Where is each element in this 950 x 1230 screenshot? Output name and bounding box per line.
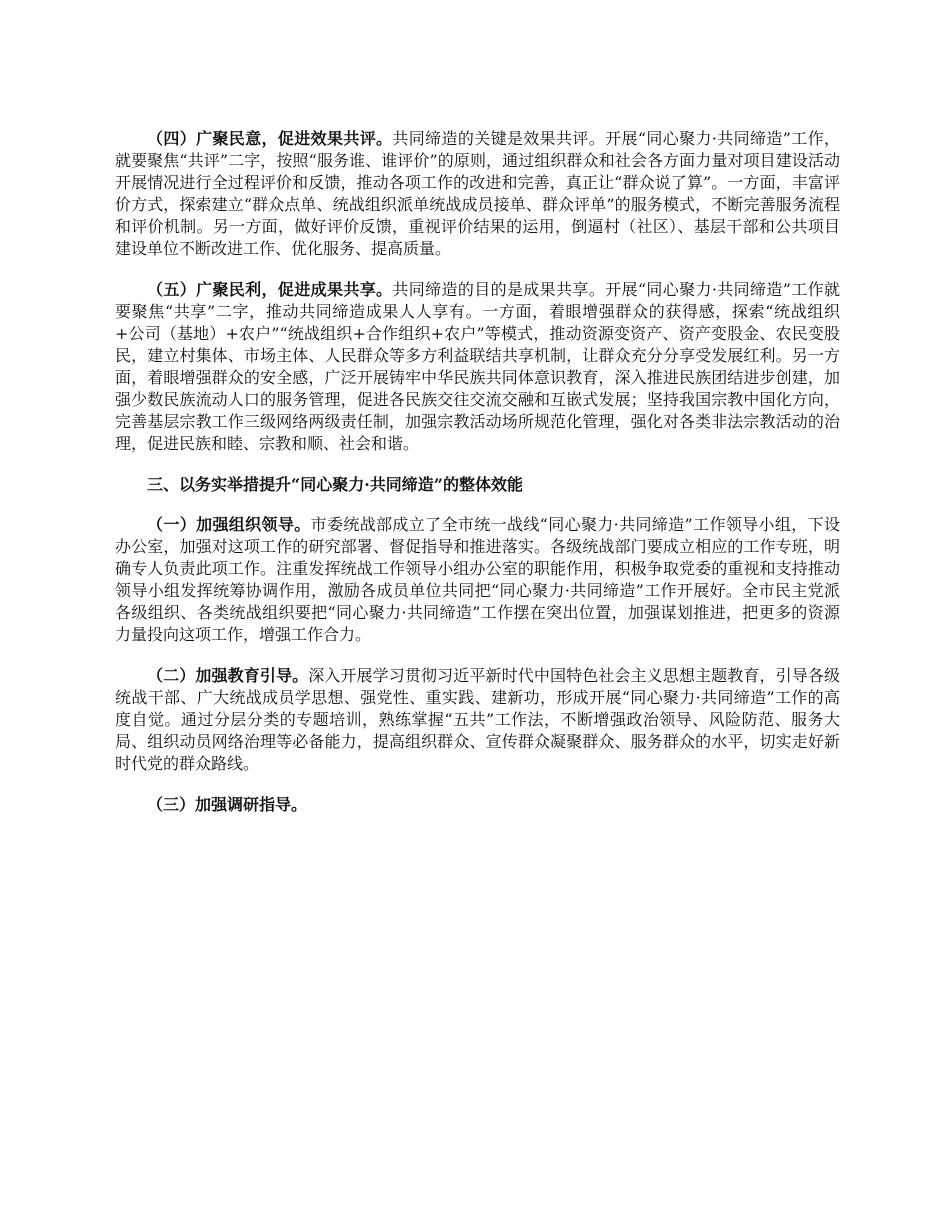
document-page xyxy=(115,128,840,835)
paragraph-body: 市委统战部成立了全市统一战线“同心聚力·共同缔造”工作领导小组，下设办公室，加强对这项工作的研究部署、督促指导和推进落实。各级统战部门要成立相应的工作专班，明确专人负责此项工作。注重发挥统战工作领导小组办公室的职能作用，积极争取党委的重视和支持推动领导小组发挥统筹协调作用，激励各成员单位共同把“同心聚力·共同缔造”工作开展好。全市民主党派各级组织、各类统战组织要把“同心聚力·共同缔造”工作摆在突出位置，加强谋划推进，把更多的资源力量投向这项工作，增强工作合力。 xyxy=(115,515,840,644)
paragraph-two xyxy=(115,665,840,775)
paragraph-one xyxy=(115,514,840,646)
paragraph-lead: （五）广聚民利，促进成果共享。 xyxy=(147,280,393,299)
paragraph-body: 共同缔造的关键是效果共评。开展“同心聚力·共同缔造”工作，就要聚焦“共评”二字，按照“服务谁、谁评价”的原则，通过组织群众和社会各方面力量对项目建设活动开展情况进行全过程评价和反馈，推动各项工作的改进和完善，真正让“群众说了算”。一方面，丰富评价方式，探索建立“群众点单、统战组织派单统战成员接单、群众评单”的服务模式，不断完善服务流程和评价机制。另一方面，做好评价反馈，重视评价结果的运用，倒逼村（社区）、基层干部和公共项目建设单位不断改进工作、优化服务、提高质量。 xyxy=(115,129,840,258)
paragraph-lead: （四）广聚民意，促进效果共评。 xyxy=(147,129,393,148)
section-heading: 三、以务实举措提升“同心聚力·共同缔造”的整体效能 xyxy=(147,475,523,494)
paragraph-body: 深入开展学习贯彻习近平新时代中国特色社会主义思想主题教育，引导各级统战干部、广大统战成员学思想、强党性、重实践、建新功，形成开展“同心聚力·共同缔造”工作的高度自觉。通过分层分类的专题培训，熟练掌握“五共”工作法，不断增强政治领导、风险防范、服务大局、组织动员网络治理等必备能力，提高组织群众、宣传群众凝聚群众、服务群众的水平，切实走好新时代党的群众路线。 xyxy=(115,666,840,773)
paragraph-body: 共同缔造的目的是成果共享。开展“同心聚力·共同缔造”工作就要聚焦“共享”二字，推动共同缔造成果人人享有。一方面，着眼增强群众的获得感，探索“统战组织+公司（基地）+农户”“统战组织+合作组织+农户”等模式，推动资源变资产、资产变股金、农民变股民，建立村集体、市场主体、人民群众等多方利益联结共享机制，让群众充分分享受发展红利。另一方面，着眼增强群众的安全感，广泛开展铸牢中华民族共同体意识教育，深入推进民族团结进步创建，加强少数民族流动人口的服务管理，促进各民族交往交流交融和互嵌式发展；坚持我国宗教中国化方向，完善基层宗教工作三级网络两级责任制，加强宗教活动场所规范化管理，强化对各类非法宗教活动的治理，促进民族和睦、宗教和顺、社会和谐。 xyxy=(115,280,840,453)
paragraph-lead: （三）加强调研指导。 xyxy=(147,795,308,814)
paragraph-five xyxy=(115,279,840,455)
paragraph-three xyxy=(115,794,840,816)
paragraph-lead: （二）加强教育引导。 xyxy=(147,666,309,685)
paragraph-lead: （一）加强组织领导。 xyxy=(147,515,311,534)
paragraph-four xyxy=(115,128,840,260)
